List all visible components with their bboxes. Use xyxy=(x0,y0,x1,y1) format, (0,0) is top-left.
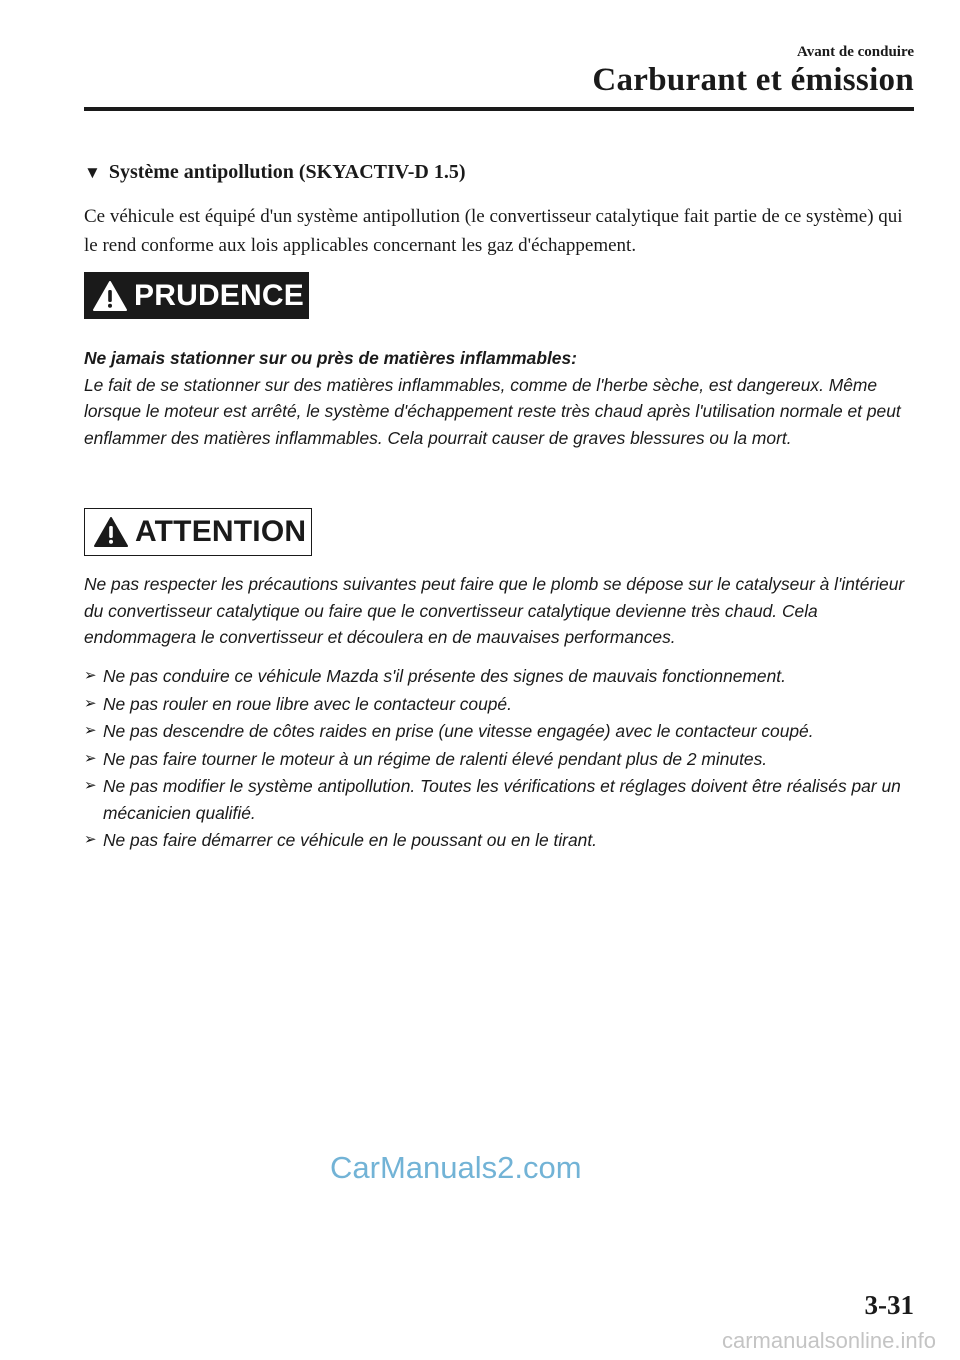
attention-list xyxy=(84,663,914,855)
attention-label: ATTENTION xyxy=(135,515,307,548)
list-item-text: Ne pas faire tourner le moteur à un régime de ralenti élevé pendant plus de 2 minutes. xyxy=(103,748,768,769)
list-item-text: Ne pas rouler en roue libre avec le contacteur coupé. xyxy=(103,693,512,714)
arrow-bullet-icon: ➢ xyxy=(84,749,97,767)
prudence-badge xyxy=(84,272,309,319)
footer-url[interactable]: carmanualsonline.info xyxy=(721,1328,936,1353)
list-item-text: Ne pas modifier le système antipollution. Toutes les vérifications et réglages doivent être réalisés par un mécanicien qualifié. xyxy=(103,776,901,823)
list-item-text: Ne pas descendre de côtes raides en prise (une vitesse engagée) avec le contacteur coupé. xyxy=(103,721,814,741)
arrow-bullet-icon: ➢ xyxy=(84,831,97,848)
list-item-text: Ne pas faire démarrer ce véhicule en le poussant ou en le tirant. xyxy=(103,830,597,850)
arrow-bullet-icon: ➢ xyxy=(84,694,97,712)
list-item xyxy=(84,663,914,690)
prudence-heading: Ne jamais stationner sur ou près de matières inflammables: xyxy=(84,348,577,368)
attention-badge xyxy=(84,508,312,556)
watermark: CarManuals2.com xyxy=(330,1150,582,1185)
list-item xyxy=(84,718,914,745)
header-title: Carburant et émission xyxy=(592,62,914,98)
triangle-down-icon: ▼ xyxy=(84,162,101,182)
page-number: 3-31 xyxy=(864,1290,914,1320)
prudence-label: PRUDENCE xyxy=(134,278,304,312)
list-item xyxy=(84,691,914,718)
list-item xyxy=(84,746,914,773)
arrow-bullet-icon: ➢ xyxy=(84,777,97,794)
attention-text: Ne pas respecter les précautions suivantes peut faire que le plomb se dépose sur le catalyseur à l'intérieur du convertisseur catalytique ou faire que le convertisseur catalytique devienne très chaud. Cela endommagera le convertisseur et découlera en de mauvaises performances. xyxy=(84,574,905,647)
arrow-bullet-icon: ➢ xyxy=(84,722,97,739)
warning-triangle-icon xyxy=(92,280,128,312)
prudence-text: Le fait de se stationner sur des matières inflammables, comme de l'herbe sèche, est dangereux. Même lorsque le moteur est arrêté, le système d'échappement reste très chaud après l'utilisation normale et peut enflammer des matières inflammables. Cela pourrait causer de graves blessures ou la mort. xyxy=(84,374,901,448)
section-heading xyxy=(84,161,466,184)
arrow-bullet-icon: ➢ xyxy=(84,667,97,684)
list-item-text: Ne pas conduire ce véhicule Mazda s'il présente des signes de mauvais fonctionnement. xyxy=(103,666,786,686)
list-item xyxy=(84,773,914,826)
header-rule xyxy=(84,107,914,111)
warning-triangle-icon xyxy=(93,516,129,548)
prudence-block xyxy=(84,345,914,451)
intro-paragraph: Ce véhicule est équipé d'un système antipollution (le convertisseur catalytique fait partie de ce système) qui le rend conforme aux lois applicables concernant les gaz d'échappement. xyxy=(84,206,903,256)
list-item xyxy=(84,827,914,854)
header-subtitle: Avant de conduire xyxy=(797,44,914,60)
section-heading-text: Système antipollution (SKYACTIV-D 1.5) xyxy=(108,161,466,183)
